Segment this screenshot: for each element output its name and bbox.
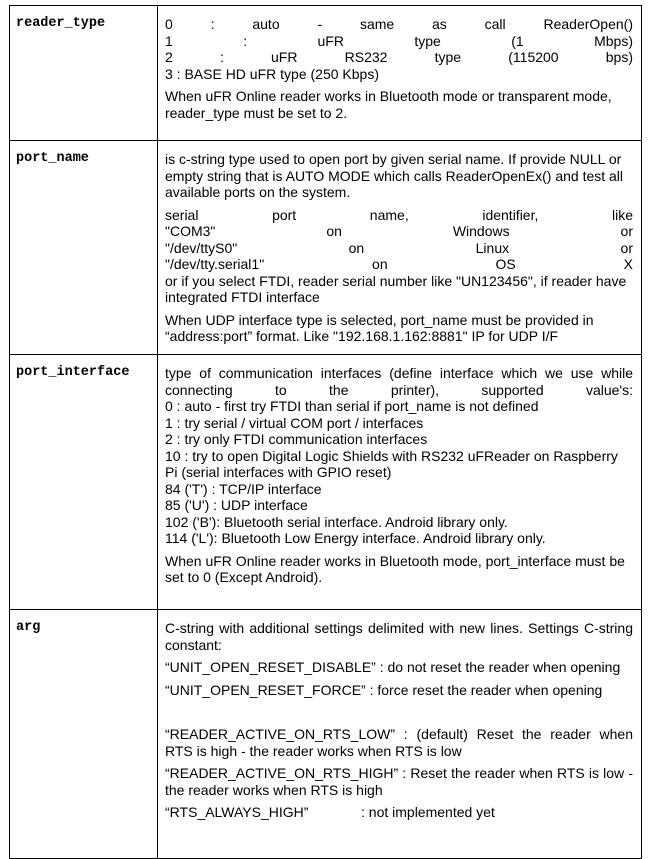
description-line: or if you select FTDI, reader serial number like "UN123456", if reader have integrated FTDI interface [165,272,627,305]
description-line: 1 : uFR type (1 Mbps) [165,32,633,49]
description-line: "/dev/ttyS0" on Linux or [165,239,633,256]
description-line: 2 : try only FTDI communication interfaces [165,431,428,447]
table-row [10,6,642,141]
description-intro: is c-string type used to open port by given serial name. If provide NULL or empty string that is AUTO MODE which calls ReaderOpenEx() and test all available ports on the system. [165,151,624,200]
description-line: 3 : BASE HD uFR type (250 Kbps) [165,65,379,82]
setting-constant: “RTS_ALWAYS_HIGH” [165,804,309,820]
description-intro: type of communication interfaces (define interface which we use while connecting to the printer), supported value's: [165,365,633,398]
parameters-table [9,5,642,859]
description-line: 2 : uFR RS232 type (115200 bps) [165,49,633,65]
table-row [10,355,642,610]
setting-item [165,804,633,821]
description-line: serial port name, identifier, like [165,206,633,223]
description-line: 0 : auto - same as call ReaderOpen() [165,16,633,32]
description-line: 85 ('U') : UDP interface [165,497,308,513]
description-note: When UDP interface type is selected, port_name must be provided in “address:port” format. Like "192.168.1.162:8881" IP for UDP I/F [165,311,594,344]
table-row [10,610,642,859]
param-description [158,6,642,141]
description-line: "COM3" on Windows or [165,223,633,239]
param-description [158,610,642,859]
description-line: 102 ('B'): Bluetooth serial interface. Android library only. [165,513,508,530]
param-name: port_interface [10,355,158,610]
description-line: "/dev/tty.serial1" on OS X [165,256,633,272]
description-note: When uFR Online reader works in Bluetooth mode or transparent mode, reader_type must be set to 2. [165,88,612,121]
description-note: When uFR Online reader works in Bluetooth mode, port_interface must be set to 0 (Except Android). [165,552,625,585]
setting-item: “READER_ACTIVE_ON_RTS_HIGH” : Reset the reader when RTS is low - the reader works when RTS is high [165,765,633,798]
setting-item: “UNIT_OPEN_RESET_FORCE” : force reset the reader when opening [165,681,603,698]
description-line: 10 : try to open Digital Logic Shields with RS232 uFReader on Raspberry Pi (serial interfaces with GPIO reset) [165,447,618,480]
setting-description: : not implemented yet [361,804,495,820]
description-line: 84 ('T') : TCP/IP interface [165,480,322,497]
param-name: reader_type [10,6,158,141]
description-intro: C-string with additional settings delimited with new lines. Settings C-string constant: [165,620,633,653]
param-name: port_name [10,141,158,355]
setting-item: “READER_ACTIVE_ON_RTS_LOW” : (default) Reset the reader when RTS is high - the reader works when RTS is low [165,726,633,759]
param-description [158,355,642,610]
table-row [10,141,642,355]
description-line: 0 : auto - first try FTDI than serial if port_name is not defined [165,398,539,414]
param-name: arg [10,610,158,859]
param-description [158,141,642,355]
setting-item: “UNIT_OPEN_RESET_DISABLE” : do not reset the reader when opening [165,659,621,675]
description-line: 114 ('L'): Bluetooth Low Energy interface. Android library only. [165,530,546,546]
description-line: 1 : try serial / virtual COM port / interfaces [165,414,424,431]
